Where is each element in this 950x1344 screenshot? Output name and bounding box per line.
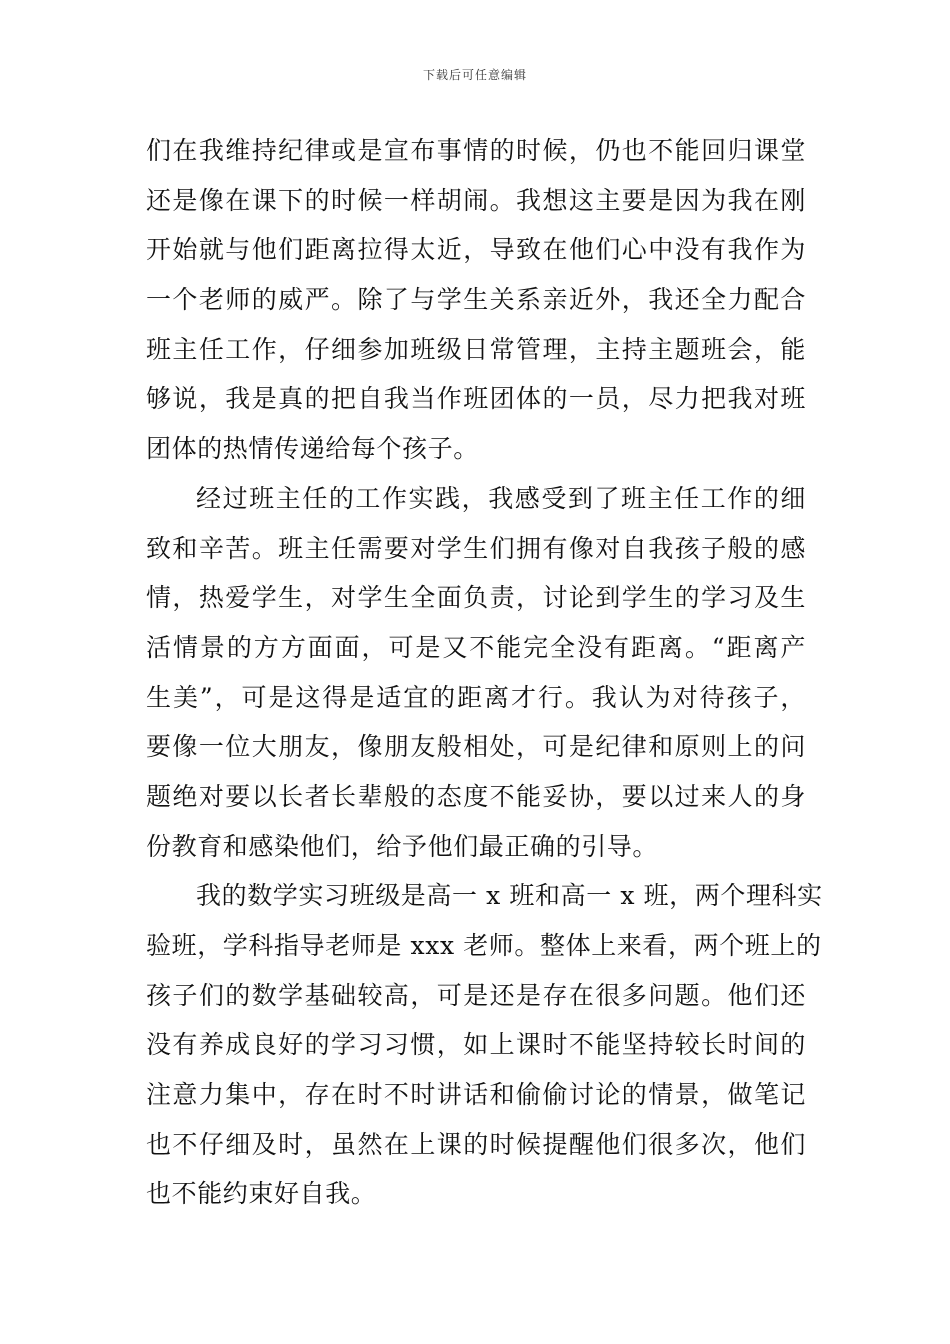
text-line: 班主任工作，仔细参加班级日常管理，主持主题班会，能 [146, 334, 806, 364]
text-line: 我的数学实习班级是高一 x 班和高一 x 班，两个理科实 [196, 881, 823, 911]
text-line: 们在我维持纪律或是宣布事情的时候，仍也不能回归课堂 [146, 136, 806, 165]
text-line: 也不仔细及时，虽然在上课的时候提醒他们很多次，他们 [146, 1129, 806, 1159]
text-line: 够说，我是真的把自我当作班团体的一员，尽力把我对班 [146, 384, 806, 414]
text-line: 一个老师的威严。除了与学生关系亲近外，我还全力配合 [146, 285, 806, 315]
text-line: 验班，学科指导老师是 xxx 老师。整体上来看，两个班上的 [146, 931, 822, 960]
text-line: 题绝对要以长者长辈般的态度不能妥协，要以过来人的身 [146, 781, 806, 811]
text-line: 经过班主任的工作实践，我感受到了班主任工作的细 [196, 483, 806, 513]
text-line: 情，热爱学生，对学生全面负责，讨论到学生的学习及生 [146, 583, 806, 613]
text-line: 要像一位大朋友，像朋友般相处，可是纪律和原则上的问 [146, 732, 806, 762]
text-line: 没有养成良好的学习习惯，如上课时不能坚持较长时间的 [146, 1030, 806, 1060]
text-line: 孩子们的数学基础较高，可是还是存在很多问题。他们还 [146, 980, 806, 1010]
text-line: 活情景的方方面面，可是又不能完全没有距离。“距离产 [146, 632, 806, 662]
text-line: 也不能约束好自我。 [146, 1179, 377, 1209]
text-line: 生美”，可是这得是适宜的距离才行。我认为对待孩子， [146, 682, 806, 712]
text-line: 还是像在课下的时候一样胡闹。我想这主要是因为我在刚 [146, 185, 806, 215]
text-line: 致和辛苦。班主任需要对学生们拥有像对自我孩子般的感 [146, 533, 806, 563]
text-line: 注意力集中，存在时不时讲话和偷偷讨论的情景，做笔记 [146, 1080, 806, 1110]
page-header: 下载后可任意编辑 [422, 68, 527, 82]
text-line: 团体的热情传递给每个孩子。 [146, 434, 479, 464]
text-line: 份教育和感染他们，给予他们最正确的引导。 [146, 831, 659, 861]
document-body [146, 126, 823, 1219]
text-line: 开始就与他们距离拉得太近，导致在他们心中没有我作为 [146, 235, 806, 265]
